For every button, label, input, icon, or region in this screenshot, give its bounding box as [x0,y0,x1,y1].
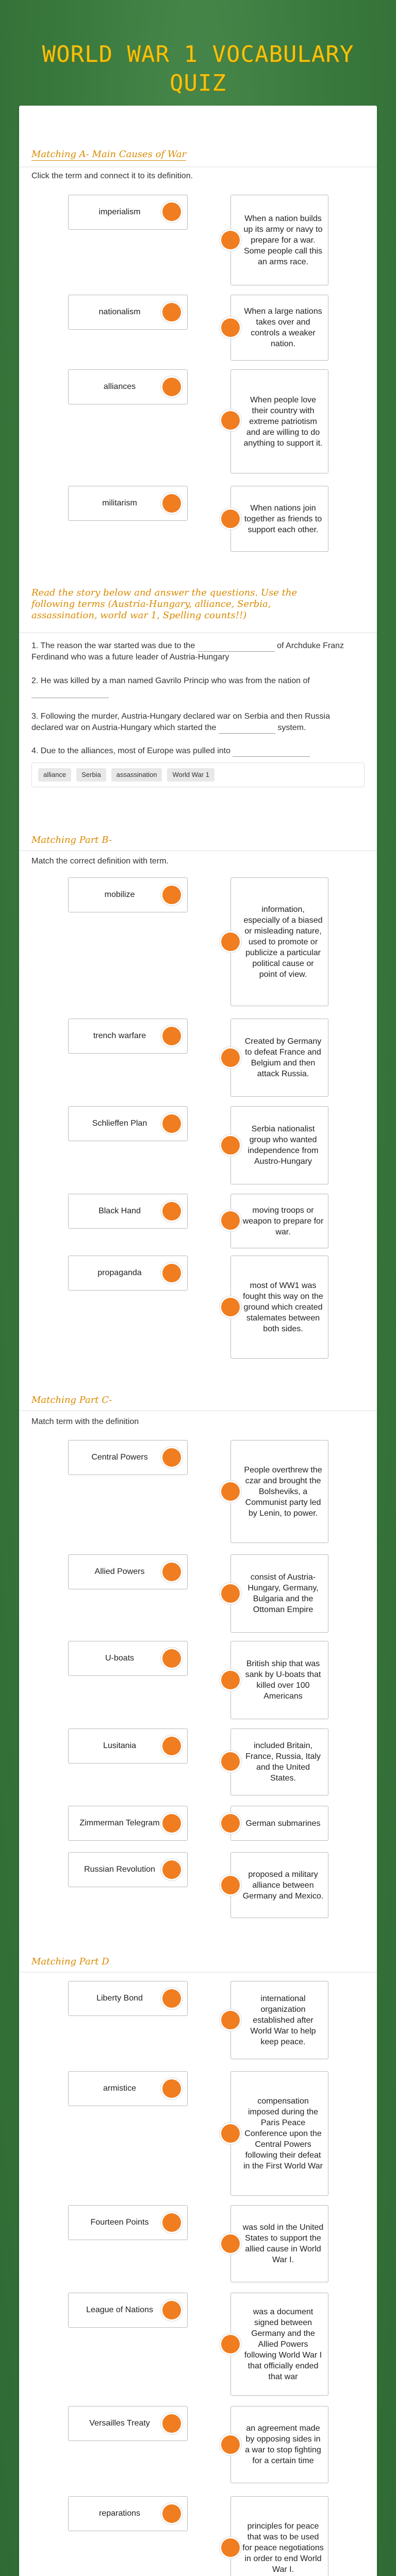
section-a-heading: Matching A- Main Causes of War [31,149,187,160]
term-central-powers[interactable]: Central Powers [68,1440,188,1475]
section-b-instruction: Match the correct definition with term. [31,857,169,866]
section-a-instruction: Click the term and connect it to its definition. [31,172,193,180]
quiz-card [19,106,377,2576]
term-schlieffen-plan[interactable]: Schlieffen Plan [68,1106,188,1141]
section-c-instruction: Match term with the definition [31,1417,139,1426]
definition-box[interactable]: information, especially of a biased or misleading nature, used to promote or publicize a particular political cause or point of view. [230,877,328,1006]
definition-box[interactable]: principles for peace that was to be used for peace negotiations in order to end World War I. [230,2496,328,2576]
term-militarism[interactable]: militarism [68,486,188,521]
term-propaganda[interactable]: propaganda [68,1256,188,1291]
definition-box[interactable]: When people love their country with extreme patriotism and are willing to do anything to support it. [230,369,328,473]
divider [19,166,377,167]
connector-dot[interactable] [162,2504,181,2523]
connector-dot[interactable] [221,411,240,430]
connector-dot[interactable] [221,2435,240,2454]
term-versailles-treaty[interactable]: Versailles Treaty [68,2406,188,2441]
term-russian-revolution[interactable]: Russian Revolution [68,1852,188,1887]
connector-dot[interactable] [162,1202,181,1221]
word-chip[interactable]: World War 1 [167,768,214,782]
term-zimmerman-telegram[interactable]: Zimmerman Telegram [68,1806,188,1841]
definition-box[interactable]: included Britain, France, Russia, Italy and the United States. [230,1728,328,1795]
connector-dot[interactable] [221,1136,240,1155]
term-trench-warfare[interactable]: trench warfare [68,1019,188,1054]
connector-dot[interactable] [162,1860,181,1879]
story-heading: Read the story below and answer the questions. Use the following terms (Austria-Hungary, alliance, Serbia, assassination, world war 1, Spelling counts!!) [31,587,298,621]
connector-dot[interactable] [221,1298,240,1316]
connector-dot[interactable] [221,1211,240,1230]
definition-box[interactable]: consist of Austria-Hungary, Germany, Bulgaria and the Ottoman Empire [230,1554,328,1633]
connector-dot[interactable] [162,1649,181,1668]
term-liberty-bond[interactable]: Liberty Bond [68,1981,188,2016]
connector-dot[interactable] [221,2335,240,2353]
connector-dot[interactable] [221,2011,240,2029]
term-league-of-nations[interactable]: League of Nations [68,2293,188,2328]
definition-box[interactable]: Created by Germany to defeat France and Belgium and then attack Russia. [230,1019,328,1097]
divider [19,1972,377,1973]
definition-box[interactable]: moving troops or weapon to prepare for war. [230,1194,328,1248]
connector-dot[interactable] [162,886,181,904]
term-allied-powers[interactable]: Allied Powers [68,1554,188,1589]
definition-box[interactable]: German submarines [230,1806,328,1841]
term-lusitania[interactable]: Lusitania [68,1728,188,1764]
definition-box[interactable]: international organization established after World War to help keep peace. [230,1981,328,2059]
connector-dot[interactable] [162,202,181,221]
connector-dot[interactable] [221,2124,240,2143]
term-alliances[interactable]: alliances [68,369,188,404]
connector-dot[interactable] [221,933,240,951]
word-chip[interactable]: Serbia [76,768,106,782]
term-black-hand[interactable]: Black Hand [68,1194,188,1229]
term-mobilize[interactable]: mobilize [68,877,188,912]
section-d-heading: Matching Part D [31,1956,109,1967]
question-1: 1. The reason the war started was due to the of Archduke Franz Ferdinand who was a future leader of Austria-Hungary [31,641,344,662]
connector-dot[interactable] [162,1563,181,1581]
connector-dot[interactable] [221,1814,240,1833]
connector-dot[interactable] [162,2414,181,2433]
connector-dot[interactable] [162,494,181,513]
connector-dot[interactable] [162,1989,181,2008]
definition-box[interactable]: proposed a military alliance between Germany and Mexico. [230,1852,328,1918]
question-2: 2. He was killed by a man named Gavrilo Princip who was from the nation of [31,675,361,698]
connector-dot[interactable] [162,1814,181,1833]
word-chip[interactable]: alliance [38,768,71,782]
connector-dot[interactable] [162,1027,181,1045]
connector-dot[interactable] [221,2538,240,2557]
connector-dot[interactable] [221,231,240,249]
connector-dot[interactable] [162,2079,181,2098]
term-imperialism[interactable]: imperialism [68,195,188,230]
connector-dot[interactable] [162,1737,181,1755]
word-chip[interactable]: assassination [111,768,162,782]
connector-dot[interactable] [162,2301,181,2319]
definition-box[interactable]: British ship that was sank by U-boats that killed over 100 Americans [230,1641,328,1719]
definition-box[interactable]: Serbia nationalist group who wanted independence from Austro-Hungary [230,1106,328,1184]
connector-dot[interactable] [221,1876,240,1894]
section-c-heading: Matching Part C- [31,1395,112,1405]
answer-blank-3[interactable] [219,725,275,734]
definition-box[interactable]: an agreement made by opposing sides in a war to stop fighting for a certain time [230,2406,328,2483]
definition-box[interactable]: compensation imposed during the Paris Peace Conference upon the Central Powers following their defeat in the First World War [230,2071,328,2196]
definition-box[interactable]: was sold in the United States to support the allied cause in World War I. [230,2205,328,2282]
divider [19,632,377,633]
connector-dot[interactable] [162,1264,181,1282]
connector-dot[interactable] [162,1448,181,1467]
term-u-boats[interactable]: U-boats [68,1641,188,1676]
connector-dot[interactable] [221,1584,240,1603]
connector-dot[interactable] [162,303,181,321]
connector-dot[interactable] [221,1752,240,1771]
question-3: 3. Following the murder, Austria-Hungary declared war on Serbia and then Russia declared war on Austria-Hungary which started the system. [31,711,361,734]
answer-blank-4[interactable] [233,749,310,757]
section-b-heading: Matching Part B- [31,835,112,845]
connector-dot[interactable] [162,1114,181,1133]
definition-box[interactable]: most of WW1 was fought this way on the ground which created stalemates between both sides. [230,1256,328,1359]
connector-dot[interactable] [221,1671,240,1689]
answer-blank-2[interactable] [31,690,109,698]
definition-box[interactable]: People overthrew the czar and brought the Bolsheviks, a Communist party led by Lenin, to power. [230,1440,328,1543]
connector-dot[interactable] [162,2213,181,2232]
connector-dot[interactable] [221,1482,240,1501]
connector-dot[interactable] [221,318,240,337]
term-fourteen-points[interactable]: Fourteen Points [68,2205,188,2240]
connector-dot[interactable] [162,378,181,396]
connector-dot[interactable] [221,1048,240,1067]
question-4: 4. Due to the alliances, most of Europe was pulled into [31,745,361,757]
term-armistice[interactable]: armistice [68,2071,188,2106]
page-title: WORLD WAR 1 VOCABULARY QUIZ [42,41,354,96]
definition-box[interactable]: When nations join together as friends to support each other. [230,486,328,552]
connector-dot[interactable] [221,2234,240,2253]
word-bank [31,762,365,787]
definition-box[interactable]: When a large nations takes over and controls a weaker nation. [230,295,328,361]
term-nationalism[interactable]: nationalism [68,295,188,330]
divider [19,1410,377,1411]
definition-box[interactable]: was a document signed between Germany and the Allied Powers following World War I that officially ended that war [230,2293,328,2396]
answer-blank-1[interactable] [197,643,275,652]
term-reparations[interactable]: reparations [68,2496,188,2531]
divider [19,850,377,851]
definition-box[interactable]: When a nation builds up its army or navy to prepare for a war. Some people call this an arms race. [230,195,328,285]
connector-dot[interactable] [221,510,240,528]
